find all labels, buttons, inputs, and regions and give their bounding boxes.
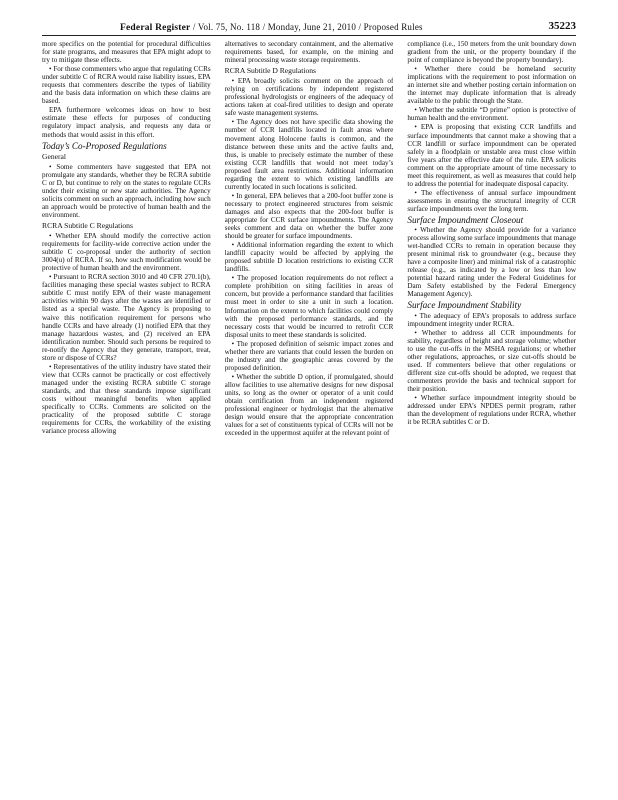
paragraph: • Whether EPA should modify the corrective action requirements for facility-wide corrective action under the subtitle C co-proposal under the authority of section 3004(u) of RCRA. If so, how such modification would be protective of human health and the environment. (42, 232, 211, 273)
paragraph: • Additional information regarding the extent to which landfill capacity would be affected by applying the proposed subtitle D location restrictions to existing CCR landfills. (224, 241, 394, 274)
paragraph: • Whether the subtitle D option, if promulgated, should allow facilities to use alternative designs for new disposal units, so long as the owner or operator of a unit could obtain certification from an independent registered professional engineer or hydrologist that the alternative design would ensure that the appropriate concentration values for a set of constituents typical of CCRs will not be exceeded in the uppermost aquifer at the relevant point of (224, 372, 394, 438)
paragraph: • The proposed location requirements do not reflect a complete prohibition on siting facilities in areas of concern, but provide a performance standard that facilities must meet in order to site a unit in such a location. Information on the extent to which facilities could comply with the proposed performance standards, and the necessary costs that would be incurred to retrofit CCR disposal units to meet these standards is solicited. (224, 274, 394, 339)
column-3 (407, 40, 576, 785)
paragraph: • The effectiveness of annual surface impoundment assessments in ensuring the structural integrity of CCR surface impoundments over the long term. (407, 188, 577, 213)
running-head (120, 22, 423, 33)
paragraph: • Whether the Agency should provide for a variance process allowing some surface impoundments that manage wet-handled CCRs to remain in operation because they present minimal risk to groundwater (e.g., because they have a composite liner) and minimal risk of a catastrophic release (e.g., as indicated by a low or less than low potential hazard rating under the Federal Guidelines for Dam Safety established by the Federal Emergency Management Agency). (407, 226, 577, 299)
paragraph: • Pursuant to RCRA section 3010 and 40 CFR 270.1(b), facilities managing these special wastes subject to RCRA subtitle C must notify EPA of their waste management activities within 90 days after the wastes are identified or listed as a special waste. The Agency is proposing to waive this notification requirement for persons who handle CCRs and have already (1) notified EPA that they manage hazardous wastes, and (2) received an EPA identification number. Should such persons be required to re-notify the Agency that they generate, transport, treat, store or dispose of CCRs? (42, 273, 211, 362)
paragraph: • Representatives of the utility industry have stated their view that CCRs cannot be practically or cost effectively managed under the existing RCRA subtitle C storage standards, and that these standards impose significant costs without meaningful benefits when applied specifically to CCRs. Comments are solicited on the practicality of the proposed subtitle C storage requirements for CCRs, the workability of the existing variance process allowing (42, 362, 211, 436)
paragraph: • For those commenters who argue that regulating CCRs under subtitle C of RCRA would raise liability issues, EPA requests that commenters describe the types of liability and the basis data information on which these claims are based. (42, 65, 211, 106)
header-rule (42, 35, 576, 36)
paragraph: • Some commenters have suggested that EPA not promulgate any standards, whether they be RCRA subtitle C or D, but continue to rely on the states to regulate CCRs under their existing or new state authorities. The Agency solicits comment on such an approach, including how such an approach would be protective of human health and the environment. (42, 162, 211, 219)
column-2 (225, 40, 394, 785)
paragraph: • Whether to address all CCR impoundments for stability, regardless of height and storage volume; whether to use the cut-offs in the MSHA regulations; or whether other regulations, approaches, or size cut-offs should be used. If commenters believe that other regulations or different size cut-offs should be adopted, we request that commenters provide the basis and technical support for their position. (407, 328, 577, 393)
paragraph: • The adequacy of EPA’s proposals to address surface impoundment integrity under RCRA. (407, 311, 577, 328)
paragraph: • In general, EPA believes that a 200-foot buffer zone is necessary to protect engineered structures from seismic damages and also expects that the 200-foot buffer is appropriate for CCR surface impoundments. The Agency seeks comment and data on whether the buffer zone should be greater for surface impoundments. (224, 191, 394, 241)
paragraph: • Whether there could be homeland security implications with the requirement to post information on an internet site and whether posting certain information on the internet may duplicate information that is already available to the public through the State. (407, 65, 577, 106)
paragraph: • Whether the subtitle “D prime” option is protective of human health and the environment. (407, 106, 577, 123)
paragraph: EPA furthermore welcomes ideas on how to best estimate these effects for purposes of conducting regulatory impact analysis, and requests any data or methods that would assist in this effort. (42, 106, 211, 139)
section-heading: Today’s Co-Proposed Regulations (42, 140, 167, 151)
section-heading: Surface Impoundment Closeout (407, 214, 524, 225)
paragraph: compliance (i.e., 150 meters from the unit boundary down gradient from the unit, or the property boundary if the point of compliance is beyond the property boundary). (407, 40, 577, 65)
paragraph: more specifics on the potential for procedural difficulties for state programs, and measures that EPA might adopt to try to mitigate these effects. (42, 40, 211, 65)
journal-name: Federal Register (120, 23, 191, 33)
paragraph: • The Agency does not have specific data showing the number of CCR landfills located in fault areas where movement along Holocene faults is common, and the distance between these units and the active faults and, thus, is unable to precisely estimate the number of these existing CCR landfills that would not meet today’s proposed fault area restrictions. Additional information regarding the extent to which existing landfills are currently located in such locations is solicited. (224, 118, 394, 191)
paragraph: • The proposed definition of seismic impact zones and whether there are variants that could lessen the burden on the industry and the geographic areas covered by the proposed definition. (224, 339, 394, 372)
column-1 (42, 40, 211, 785)
subsection-heading: General (42, 151, 67, 161)
subsection-heading: RCRA Subtitle C Regulations (42, 220, 133, 230)
text-columns (42, 40, 576, 785)
subsection-heading: RCRA Subtitle D Regulations (224, 66, 317, 76)
page-header (0, 0, 618, 40)
paragraph: alternatives to secondary containment, and the alternative requirements based, for example, on the mining and mineral processing waste storage requirements. (224, 40, 394, 65)
paragraph: • EPA broadly solicits comment on the approach of relying on certifications by independent registered professional hydrologists or engineers of the adequacy of actions taken at coal-fired utilities to design and operate safe waste management systems. (224, 77, 394, 118)
paragraph: • Whether surface impoundment integrity should be addressed under EPA’s NPDES permit program, rather than the development of regulations under RCRA, whether it be RCRA subtitles C or D. (407, 393, 577, 427)
paragraph: • EPA is proposing that existing CCR landfills and surface impoundments that cannot make a showing that a CCR landfill or surface impoundment can be operated safely in a floodplain or unstable area must close within five years after the effective date of the rule. EPA solicits comment on the appropriate amount of time necessary to meet this requirement, as well as measures that could help to address the potential for inadequate disposal capacity. (407, 123, 577, 188)
page-number: 35223 (548, 20, 576, 32)
section-heading: Surface Impoundment Stability (407, 300, 522, 311)
issue-info: / Vol. 75, No. 118 / Monday, June 21, 2010 / Proposed Rules (192, 22, 423, 32)
